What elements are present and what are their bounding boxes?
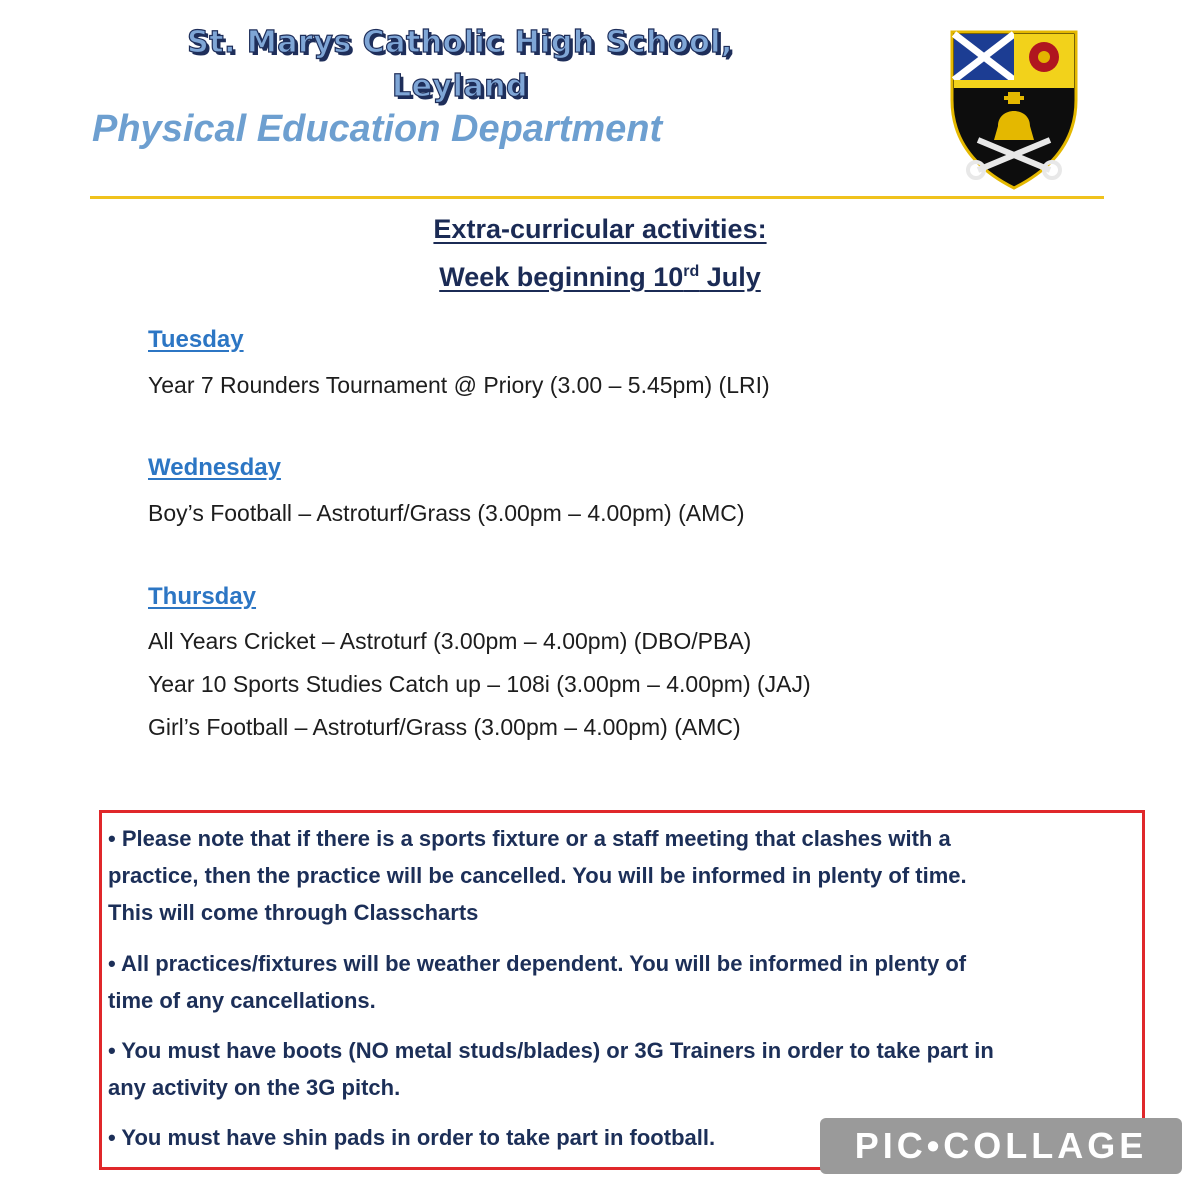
activity-item: Girl’s Football – Astroturf/Grass (3.00pm – 4.00pm) (AMC) (148, 714, 741, 740)
activity-item: Year 10 Sports Studies Catch up – 108i (3.00pm – 4.00pm) (JAJ) (148, 671, 811, 697)
day-thursday: Thursday (148, 583, 257, 610)
note-item (108, 820, 1098, 931)
note-line: • You must have boots (NO metal studs/blades) or 3G Trainers in order to take part in (108, 1038, 994, 1063)
school-name-line2: Leyland (392, 69, 528, 104)
note-line: This will come through Classcharts (108, 900, 479, 925)
header-divider (90, 196, 1104, 199)
school-crest-icon (950, 30, 1078, 190)
activities-heading: Extra-curricular activities: (433, 214, 767, 244)
week-heading (0, 262, 1200, 293)
pic-collage-watermark: PIC•COLLAGE (820, 1118, 1182, 1174)
department-title: Physical Education Department (92, 108, 663, 150)
note-item (108, 1032, 1098, 1106)
week-heading-ordinal: rd (683, 263, 700, 280)
note-line: time of any cancellations. (108, 988, 376, 1013)
activity-item: Boy’s Football – Astroturf/Grass (3.00pm – 4.00pm) (AMC) (148, 500, 745, 526)
note-line: • Please note that if there is a sports fixture or a staff meeting that clashes with a (108, 826, 951, 851)
activity-item: Year 7 Rounders Tournament @ Priory (3.00 – 5.45pm) (LRI) (148, 372, 770, 398)
day-wednesday: Wednesday (148, 454, 281, 481)
note-item (108, 945, 1098, 1019)
note-line: any activity on the 3G pitch. (108, 1075, 401, 1100)
note-line: • All practices/fixtures will be weather dependent. You will be informed in plenty of (108, 951, 967, 976)
note-line: • You must have shin pads in order to take part in football. (108, 1125, 716, 1150)
school-name-line1: St. Marys Catholic High School, (187, 25, 733, 60)
week-heading-prefix: Week beginning 10 (439, 262, 684, 292)
note-line: practice, then the practice will be cancelled. You will be informed in plenty of time. (108, 863, 967, 888)
week-heading-month: July (699, 262, 761, 292)
activity-item: All Years Cricket – Astroturf (3.00pm – 4.00pm) (DBO/PBA) (148, 628, 752, 654)
day-tuesday: Tuesday (148, 326, 244, 353)
